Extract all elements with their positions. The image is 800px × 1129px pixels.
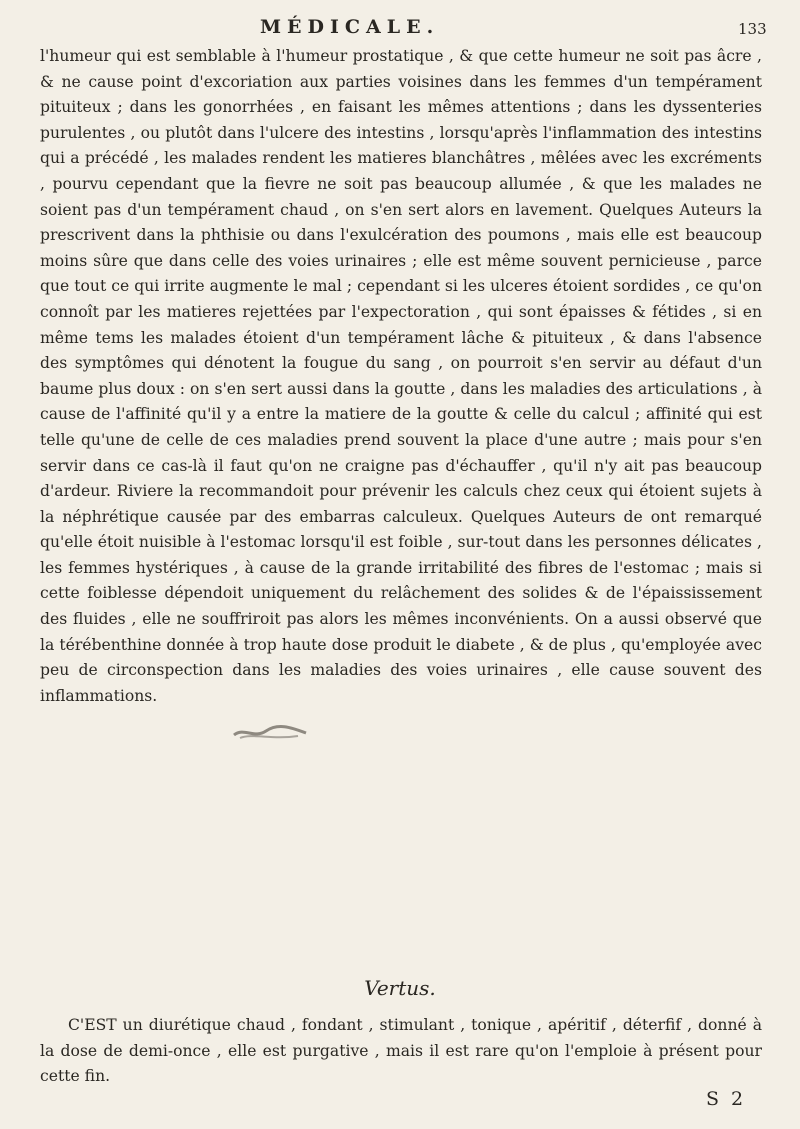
body-paragraph: l'humeur qui est semblable à l'humeur prostatique , & que cette humeur ne soit pas âcre , & ne cause point d'excoriation aux parties voisines dans les femmes d'un tempérament pituiteux ; dans les gonorrhées , en faisant les mêmes attentions ; dans les dyssenteries purulentes , ou plutôt dans l'ulcere des intestins , lorsqu'après l'inflammation des intestins qui a précédé , les malades rendent les matieres blanchâtres , mêlées avec les excréments , pourvu cependant que la fievre ne soit pas beaucoup allumée , & que les malades ne soient pas d'un tempérament chaud , on s'en sert alors en lavement. Quelques Auteurs la prescrivent dans la phthisie ou dans l'exulcération des poumons , mais elle est beaucoup moins sûre que dans celle des voies urinaires ; elle est même souvent pernicieuse , parce que tout ce qui irrite augmente le mal ; cependant si les ulceres étoient sordides , ce qu'on connoît par les matieres rejettées par l'expectoration , qui sont épaisses & fétides , si en même tems les malades étoient d'un tempérament lâche & pituiteux , & dans l'absence des symptômes qui dénotent la fougue du sang , on pourroit s'en servir au défaut d'un baume plus doux : on s'en sert aussi dans la goutte , dans les maladies des articulations , à cause de l'affinité qu'il y a entre la matiere de la goutte & celle du calcul ; affinité qui est telle qu'une de celle de ces maladies prend souvent la place d'une autre ; mais pour s'en servir dans ce cas-là il faut qu'on ne craigne pas d'échauffer , qu'il n'y ait pas beaucoup d'ardeur. Riviere la recommandoit pour prévenir les calculs chez ceux qui étoient sujets à la néphrétique causée par des embarras calculeux. Quelques Auteurs de ont remarqué qu'elle étoit nuisible à l'estomac lorsqu'il est foible , sur-tout dans les personnes délicates , les femmes hystériques , à cause de la grande irritabilité des fibres de l'estomac ; mais si cette foiblesse dépendoit uniquement du relâchement des solides & de l'épaississement des fluides , elle ne souffriroit pas alors les mêmes inconvénients. On a aussi observé que la térébenthine donnée à trop haute dose produit le diabete , & de plus , qu'employée avec peu de circonspection dans les maladies des voies urinaires , elle cause souvent des inflammations.: [40, 47, 762, 705]
page-number: 133: [738, 20, 767, 38]
body-text: [40, 44, 762, 709]
signature-mark: S 2: [706, 1088, 747, 1110]
section-heading: Vertus.: [364, 976, 436, 1000]
section-text: [40, 1013, 762, 1090]
section-paragraph: C'EST un diurétique chaud , fondant , stimulant , tonique , apéritif , déterfif , donné à la dose de demi-once , elle est purgative , mais il est rare qu'on l'emploie à présent pour cette fin.: [40, 1016, 762, 1086]
ink-smudge-mark: [232, 723, 308, 741]
running-head: MÉDICALE.: [260, 16, 440, 38]
